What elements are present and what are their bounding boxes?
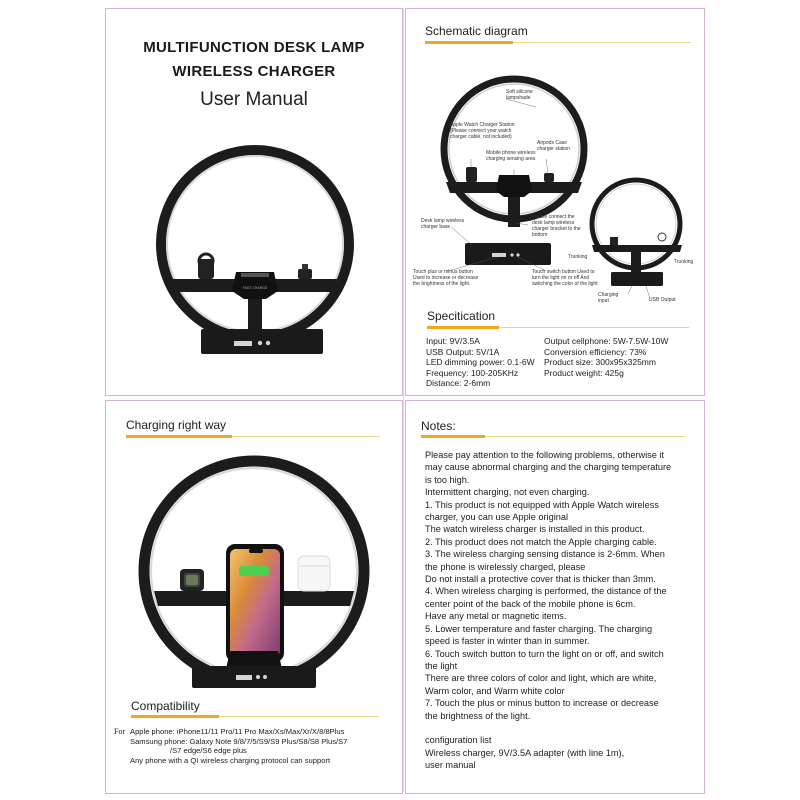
notes-line	[425, 722, 697, 734]
notes-line: 7. Touch the plus or minus button to increase or decrease	[425, 698, 659, 709]
spec-line: Product weight: 425g	[544, 367, 624, 378]
schematic-panel	[405, 8, 705, 396]
compat-line: /S7 edge/S6 edge plus	[170, 746, 247, 755]
notes-line: 3. The wireless charging sensing distance is 2-6mm. When	[425, 549, 665, 560]
spec-heading-bar	[427, 326, 499, 329]
charging-panel	[105, 400, 403, 794]
notes-line: the light	[425, 660, 458, 671]
callout-bracket: Please connect the desk lamp wireless charger bracket to the bottom	[532, 214, 581, 238]
callout-charging-input: Charging input	[598, 292, 619, 304]
lamp-illustration	[106, 9, 402, 395]
spec-heading-line	[499, 327, 689, 328]
callout-airpods: Airpods Case charger station	[537, 140, 571, 152]
callout-watch: Apple Watch Charger Station (Please connect your watch charger cable, not included)	[450, 122, 515, 140]
page-divider	[403, 8, 404, 792]
notes-line: There are three colors of color and light, which are white,	[425, 673, 657, 684]
callout-trunking-left: Trunking	[568, 254, 588, 260]
notes-line: configuration list	[425, 735, 492, 746]
notes-line: 4. When wireless charging is performed, the distance of the	[425, 586, 667, 597]
spec-line: Product size: 300x95x325mm	[544, 357, 656, 367]
callout-sensing: Mobile phone wireless charging sensing area	[486, 150, 536, 162]
notes-line: charger, you can use Apple original	[425, 512, 569, 523]
spec-right-column	[544, 336, 668, 378]
notes-line: Warm color, and Warm white color	[425, 685, 565, 696]
notes-line: 1. This product is not equipped with Apple Watch wireless	[425, 499, 659, 510]
compat-heading-line	[219, 716, 379, 717]
notes-line: The watch wireless charger is installed in this product.	[425, 524, 645, 535]
notes-line: Have any metal or magnetic items.	[425, 611, 567, 622]
callout-usb-output: USB Output	[649, 297, 676, 303]
cover-subtitle: User Manual	[200, 89, 308, 110]
charging-heading: Charging right way	[126, 418, 227, 432]
notes-line: may cause abnormal charging and the charging temperature	[425, 462, 672, 473]
notes-line: center point of the back of the mobile phone is 6cm.	[425, 598, 636, 609]
cover-title-line2: WIRELESS CHARGER	[172, 63, 336, 80]
spec-line: Conversion efficiency: 73%	[544, 346, 647, 357]
schematic-diagram	[406, 9, 704, 309]
charging-illustration	[106, 401, 402, 701]
notes-line: the phone is wirelessly charged, please	[425, 561, 586, 572]
notes-line: 2. This product does not match the Apple charging cable.	[425, 536, 657, 547]
notes-line: 6. Touch switch button to turn the light on or off, and switch	[425, 648, 664, 659]
compat-line: Any phone with a QI wireless charging protocol can support	[130, 755, 331, 765]
notes-line: Do not install a protective cover that is thicker than 3mm.	[425, 574, 656, 585]
notes-line: Wireless charger, 9V/3.5A adapter (with line 1m),	[425, 747, 625, 758]
spec-line: USB Output: 5V/1A	[426, 346, 500, 357]
notes-heading-bar	[421, 435, 485, 438]
spec-line: Frequency: 100-205KHz	[426, 367, 519, 378]
notes-line: user manual	[425, 760, 476, 771]
spec-line: Input: 9V/3.5A	[426, 336, 480, 346]
compat-heading-bar	[131, 715, 219, 718]
notes-body	[425, 449, 697, 772]
notes-panel	[405, 400, 705, 794]
notes-line: Intermittent charging, not even charging.	[425, 487, 590, 498]
spec-left-column	[426, 336, 535, 389]
cover-title-line1: MULTIFUNCTION DESK LAMP	[143, 39, 365, 56]
compat-line: Apple phone: iPhone11/11 Pro/11 Pro Max/Xs/Max/Xr/X/8/8Plus	[130, 727, 345, 736]
callout-switch: Touch switch button Used to turn the light on or off And switching the color of the light	[532, 269, 598, 287]
compat-list	[130, 727, 347, 765]
schematic-heading: Schematic diagram	[425, 24, 528, 38]
compat-line: Samsung phone: Galaxy Note 9/8/7/5/S9/S9 Plus/S8/S8 Plus/S7	[130, 736, 348, 746]
spec-line: Distance: 2-6mm	[426, 378, 491, 388]
compat-heading: Compatibility	[131, 699, 200, 713]
spec-heading: Specitication	[427, 309, 496, 323]
lamp-badge: FAST CHARGE	[242, 286, 268, 290]
notes-line: is too high.	[425, 474, 470, 485]
spec-line: Output cellphone: 5W-7.5W-10W	[544, 336, 669, 346]
callout-trunking-right: Trunking	[674, 259, 694, 265]
spec-line: LED dimming power: 0.1-6W	[426, 357, 535, 367]
notes-line: the brightness of the light.	[425, 710, 531, 721]
compat-for-label: For	[114, 727, 126, 736]
callout-base-left: Desk lamp wireless charger base	[421, 218, 465, 230]
notes-line: 5. Lower temperature and faster charging. The charging	[425, 623, 653, 634]
notes-heading-line	[485, 436, 685, 437]
notes-line: Please pay attention to the following problems, otherwise it	[425, 450, 665, 460]
notes-heading: Notes:	[421, 419, 456, 433]
callout-shade: Soft silicone lampshade	[506, 89, 533, 101]
notes-line: speed is faster in winter than in summer.	[425, 636, 590, 647]
callout-plus-minus: Touch plus or minus button Used to increase or decrease the brightness of the light	[413, 269, 479, 287]
cover-panel	[105, 8, 403, 396]
